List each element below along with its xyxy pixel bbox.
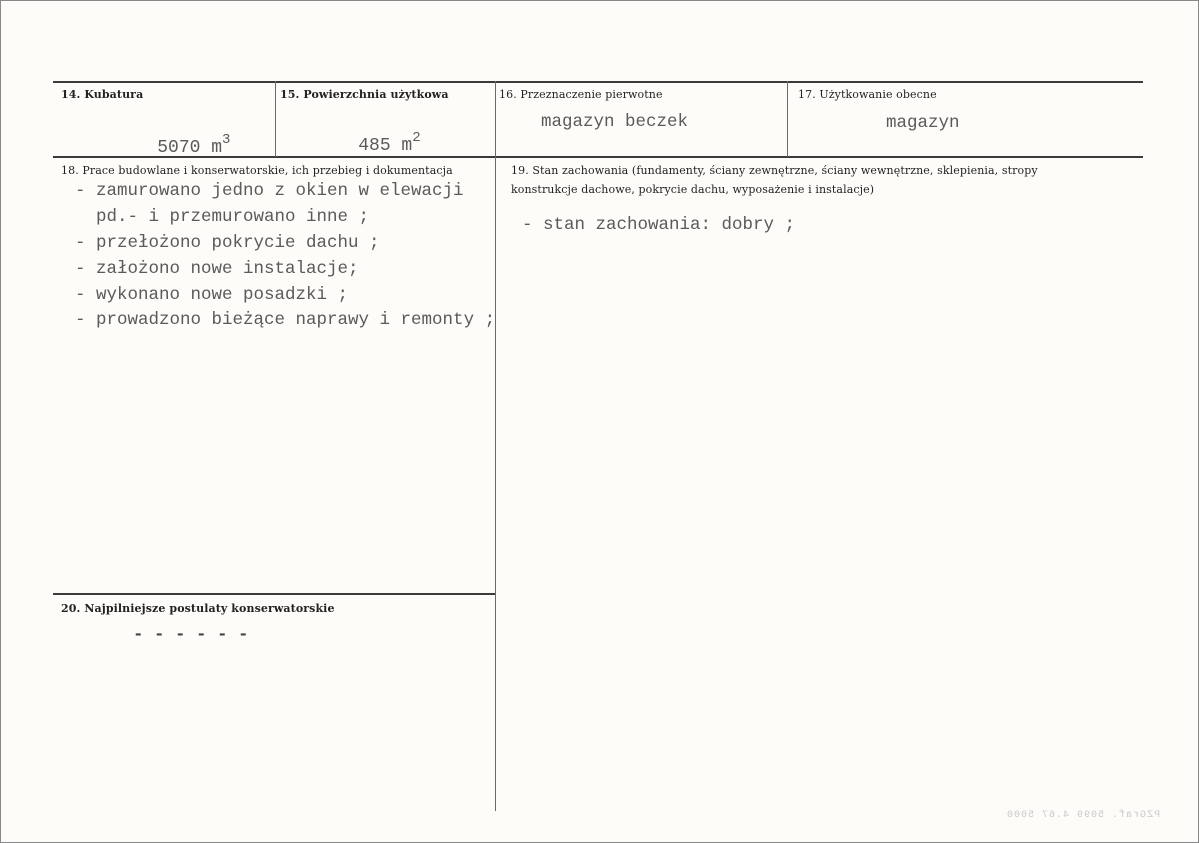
field-15-exponent: 2 [412, 130, 421, 146]
field-14-label: 14. Kubatura [61, 88, 144, 101]
field-17-value: magazyn [886, 113, 960, 133]
field-20-label: 20. Najpilniejsze postulaty konserwatorskie [61, 602, 335, 615]
field18-bottom-rule [53, 593, 495, 595]
field-16-label: 16. Przeznaczenie pierwotne [499, 88, 663, 101]
field-18-line-1: - zamurowano jedno z okien w elewacji [75, 181, 464, 201]
divider-14-15 [275, 81, 276, 157]
field-16-value: magazyn beczek [541, 112, 689, 132]
field-19-label-line-1: 19. Stan zachowania (fundamenty, ściany zewnętrzne, ściany wewnętrzne, sklepienia, stropy [511, 164, 1038, 177]
divider-16-17 [787, 81, 788, 157]
field-14-exponent: 3 [222, 132, 231, 148]
field-18-line-3: - przełożono pokrycie dachu ; [75, 233, 380, 253]
field-14-value-text: 5070 m [157, 138, 223, 158]
field-18-line-5: - wykonano nowe posadzki ; [75, 285, 349, 305]
field-18-line-2: pd.- i przemurowano inne ; [75, 207, 370, 227]
top-rule [53, 81, 1143, 83]
field-18-line-4: - założono nowe instalacje; [75, 259, 359, 279]
divider-15-16 [495, 81, 496, 811]
field-17-label: 17. Użytkowanie obecne [798, 88, 937, 101]
printer-stamp: PZGraf. 5099 4.67 5000 [1006, 810, 1161, 821]
field-19-label-line-2: konstrukcje dachowe, pokrycie dachu, wyposażenie i instalacje) [511, 183, 875, 196]
field-15-value-text: 485 m [358, 136, 413, 156]
field-20-value: - - - - - - [133, 625, 249, 645]
field-18-line-6: - prowadzono bieżące naprawy i remonty ; [75, 310, 496, 330]
field-15-label: 15. Powierzchnia użytkowa [280, 88, 449, 101]
field-18-label: 18. Prace budowlane i konserwatorskie, ich przebieg i dokumentacja [61, 164, 453, 177]
field-19-value: - stan zachowania: dobry ; [522, 215, 796, 235]
